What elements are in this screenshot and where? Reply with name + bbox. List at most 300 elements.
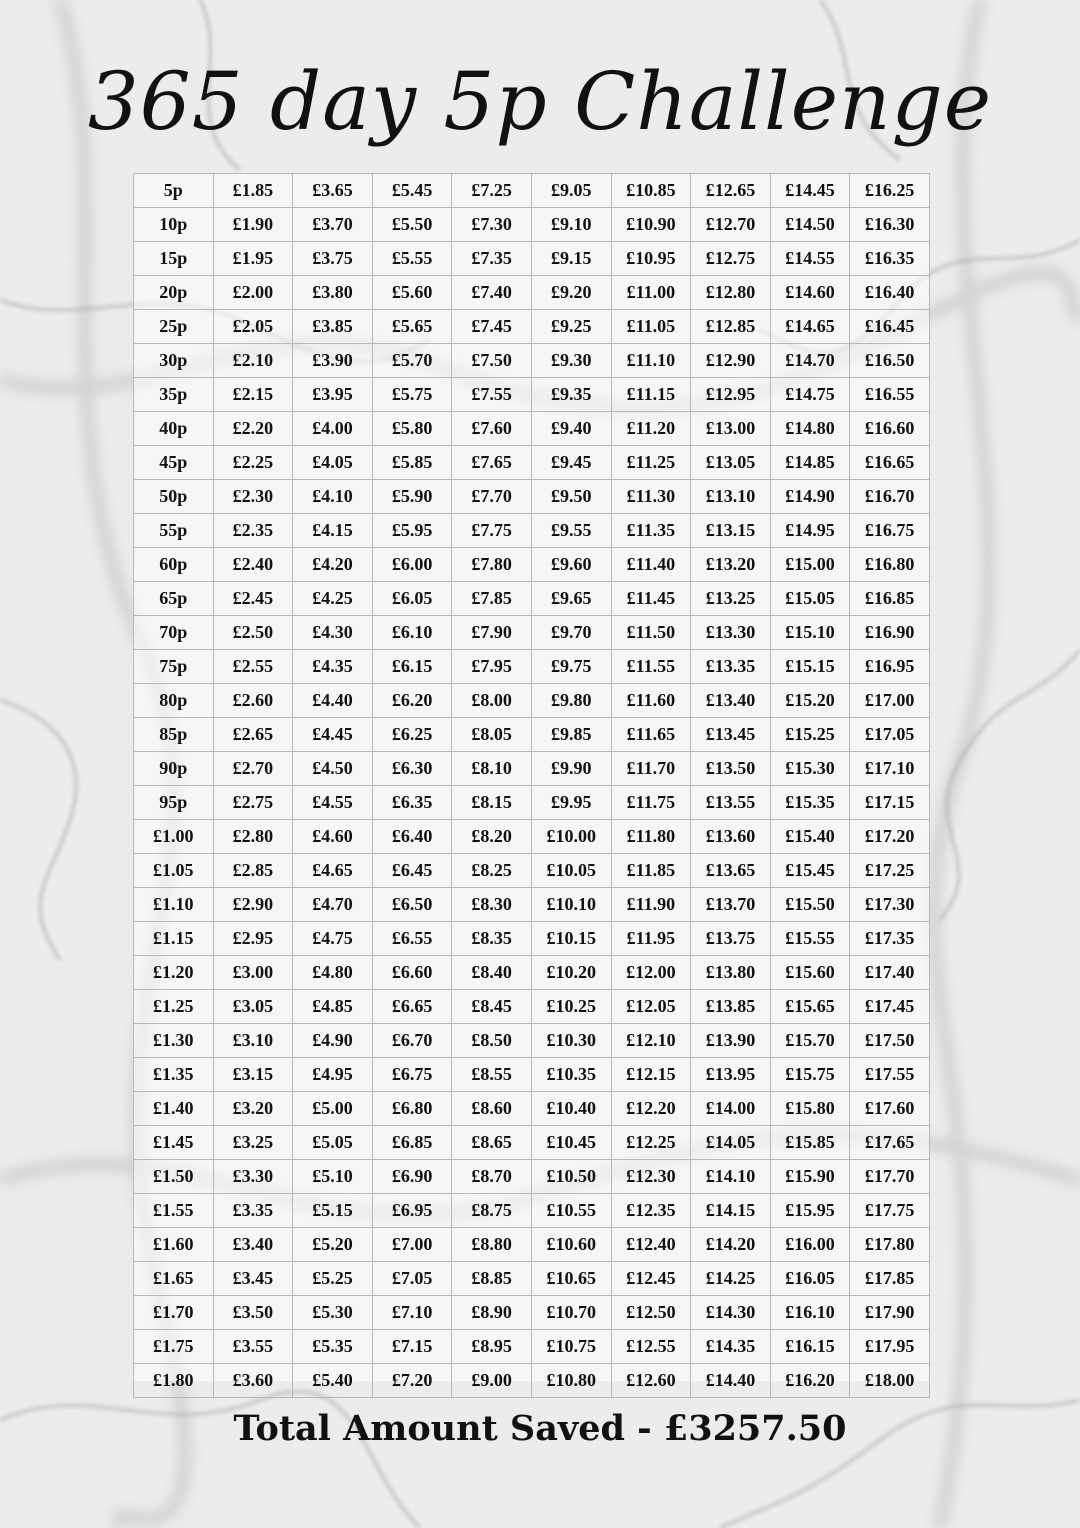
amount-cell: £8.25 (452, 854, 532, 888)
amount-cell: £16.50 (850, 344, 930, 378)
amount-cell: £15.25 (770, 718, 850, 752)
amount-cell: £13.20 (691, 548, 771, 582)
amount-cell: £1.85 (213, 174, 293, 208)
page-title: 365 day 5p Challenge (87, 55, 993, 148)
table-row (134, 412, 930, 446)
amount-cell: £7.15 (372, 1330, 452, 1364)
amount-cell: £12.35 (611, 1194, 691, 1228)
amount-cell: £8.35 (452, 922, 532, 956)
amount-cell: £5.35 (293, 1330, 373, 1364)
amount-cell: £13.10 (691, 480, 771, 514)
amount-cell: £11.95 (611, 922, 691, 956)
amount-cell: £13.85 (691, 990, 771, 1024)
amount-cell: £11.20 (611, 412, 691, 446)
amount-cell: £13.70 (691, 888, 771, 922)
amount-cell: £10.05 (531, 854, 611, 888)
amount-cell: £2.00 (213, 276, 293, 310)
amount-cell: £9.55 (531, 514, 611, 548)
amount-cell: £17.60 (850, 1092, 930, 1126)
table-row (134, 820, 930, 854)
amount-cell: £15.35 (770, 786, 850, 820)
amount-cell: £9.60 (531, 548, 611, 582)
amount-cell: £15.90 (770, 1160, 850, 1194)
amount-cell: £13.55 (691, 786, 771, 820)
amount-cell: 25p (134, 310, 214, 344)
amount-cell: £17.90 (850, 1296, 930, 1330)
amount-cell: £5.00 (293, 1092, 373, 1126)
amount-cell: £1.90 (213, 208, 293, 242)
amount-cell: £12.50 (611, 1296, 691, 1330)
amount-cell: £4.15 (293, 514, 373, 548)
amount-cell: £1.15 (134, 922, 214, 956)
amount-cell: £4.30 (293, 616, 373, 650)
amount-cell: £11.05 (611, 310, 691, 344)
table-row (134, 276, 930, 310)
amount-cell: £5.40 (293, 1364, 373, 1398)
amount-cell: £12.20 (611, 1092, 691, 1126)
amount-cell: £15.15 (770, 650, 850, 684)
amount-cell: £5.45 (372, 174, 452, 208)
amount-cell: £14.35 (691, 1330, 771, 1364)
amount-cell: £8.80 (452, 1228, 532, 1262)
amount-cell: £6.00 (372, 548, 452, 582)
amount-cell: £4.45 (293, 718, 373, 752)
amount-cell: 60p (134, 548, 214, 582)
table-row (134, 480, 930, 514)
amount-cell: £3.25 (213, 1126, 293, 1160)
amount-cell: £4.25 (293, 582, 373, 616)
amount-cell: £16.90 (850, 616, 930, 650)
amount-cell: £7.25 (452, 174, 532, 208)
amount-cell: £6.90 (372, 1160, 452, 1194)
amount-cell: £2.55 (213, 650, 293, 684)
table-row (134, 752, 930, 786)
amount-cell: £5.30 (293, 1296, 373, 1330)
amount-cell: £14.15 (691, 1194, 771, 1228)
amount-cell: £17.10 (850, 752, 930, 786)
table-row (134, 378, 930, 412)
amount-cell: 95p (134, 786, 214, 820)
amount-cell: £6.50 (372, 888, 452, 922)
amount-cell: £7.95 (452, 650, 532, 684)
amount-cell: £12.15 (611, 1058, 691, 1092)
amount-cell: £9.20 (531, 276, 611, 310)
amount-cell: £4.70 (293, 888, 373, 922)
amount-cell: £14.40 (691, 1364, 771, 1398)
amount-cell: £9.95 (531, 786, 611, 820)
amount-cell: 15p (134, 242, 214, 276)
amount-cell: £4.80 (293, 956, 373, 990)
amount-cell: £3.80 (293, 276, 373, 310)
amount-cell: £5.15 (293, 1194, 373, 1228)
table-row (134, 1228, 930, 1262)
amount-cell: £9.50 (531, 480, 611, 514)
amount-cell: £17.80 (850, 1228, 930, 1262)
amount-cell: £1.60 (134, 1228, 214, 1262)
amount-cell: £8.75 (452, 1194, 532, 1228)
amount-cell: £8.55 (452, 1058, 532, 1092)
amount-cell: £17.75 (850, 1194, 930, 1228)
amount-cell: £17.65 (850, 1126, 930, 1160)
amount-cell: £11.90 (611, 888, 691, 922)
amount-cell: £16.95 (850, 650, 930, 684)
amount-cell: £3.35 (213, 1194, 293, 1228)
amount-cell: £8.95 (452, 1330, 532, 1364)
amount-cell: £9.40 (531, 412, 611, 446)
table-row (134, 310, 930, 344)
amount-cell: 35p (134, 378, 214, 412)
amount-cell: £7.20 (372, 1364, 452, 1398)
amount-cell: 50p (134, 480, 214, 514)
amount-cell: £6.85 (372, 1126, 452, 1160)
amount-cell: £6.45 (372, 854, 452, 888)
amount-cell: £12.70 (691, 208, 771, 242)
amount-cell: £12.00 (611, 956, 691, 990)
amount-cell: £8.70 (452, 1160, 532, 1194)
amount-cell: £10.75 (531, 1330, 611, 1364)
amount-cell: £9.75 (531, 650, 611, 684)
amount-cell: £4.85 (293, 990, 373, 1024)
amount-cell: £2.20 (213, 412, 293, 446)
amount-cell: £7.55 (452, 378, 532, 412)
amount-cell: £17.45 (850, 990, 930, 1024)
table-row (134, 582, 930, 616)
amount-cell: £10.15 (531, 922, 611, 956)
amount-cell: £16.00 (770, 1228, 850, 1262)
amount-cell: £17.30 (850, 888, 930, 922)
amount-cell: £14.60 (770, 276, 850, 310)
amount-cell: £6.60 (372, 956, 452, 990)
amount-cell: £4.40 (293, 684, 373, 718)
amount-cell: £4.60 (293, 820, 373, 854)
amount-cell: £4.90 (293, 1024, 373, 1058)
amount-cell: £15.55 (770, 922, 850, 956)
amount-cell: £16.75 (850, 514, 930, 548)
amount-cell: £7.70 (452, 480, 532, 514)
table-row (134, 616, 930, 650)
amount-cell: £1.25 (134, 990, 214, 1024)
amount-cell: £1.00 (134, 820, 214, 854)
amount-cell: £17.05 (850, 718, 930, 752)
amount-cell: £11.25 (611, 446, 691, 480)
amount-cell: £8.20 (452, 820, 532, 854)
amount-cell: £5.05 (293, 1126, 373, 1160)
amount-cell: £3.75 (293, 242, 373, 276)
amount-cell: £7.75 (452, 514, 532, 548)
amount-cell: £15.40 (770, 820, 850, 854)
amount-cell: £8.10 (452, 752, 532, 786)
amount-cell: £6.80 (372, 1092, 452, 1126)
amount-cell: £12.60 (611, 1364, 691, 1398)
table-row (134, 1364, 930, 1398)
amount-cell: 75p (134, 650, 214, 684)
amount-cell: £4.10 (293, 480, 373, 514)
amount-cell: £14.50 (770, 208, 850, 242)
amount-cell: £7.85 (452, 582, 532, 616)
amount-cell: £11.85 (611, 854, 691, 888)
amount-cell: £13.40 (691, 684, 771, 718)
amount-cell: £6.10 (372, 616, 452, 650)
amount-cell: £12.25 (611, 1126, 691, 1160)
amount-cell: £10.30 (531, 1024, 611, 1058)
amount-cell: £3.40 (213, 1228, 293, 1262)
table-row (134, 786, 930, 820)
amount-cell: £10.25 (531, 990, 611, 1024)
amount-cell: £4.65 (293, 854, 373, 888)
amount-cell: £3.20 (213, 1092, 293, 1126)
amount-cell: £16.85 (850, 582, 930, 616)
amount-cell: £5.60 (372, 276, 452, 310)
amount-cell: £5.25 (293, 1262, 373, 1296)
amount-cell: £8.50 (452, 1024, 532, 1058)
amount-cell: £12.80 (691, 276, 771, 310)
amount-cell: £15.05 (770, 582, 850, 616)
amount-cell: £2.60 (213, 684, 293, 718)
amount-cell: £2.95 (213, 922, 293, 956)
amount-cell: £1.55 (134, 1194, 214, 1228)
amount-cell: £1.40 (134, 1092, 214, 1126)
amount-cell: £1.65 (134, 1262, 214, 1296)
table-row (134, 242, 930, 276)
table-row (134, 650, 930, 684)
amount-cell: £12.45 (611, 1262, 691, 1296)
amount-cell: £7.30 (452, 208, 532, 242)
table-row (134, 1160, 930, 1194)
amount-cell: £15.70 (770, 1024, 850, 1058)
amount-cell: £7.50 (452, 344, 532, 378)
amount-cell: £8.00 (452, 684, 532, 718)
total-amount-saved: Total Amount Saved - £3257.50 (233, 1408, 847, 1449)
amount-cell: 45p (134, 446, 214, 480)
amount-cell: £9.25 (531, 310, 611, 344)
table-row (134, 446, 930, 480)
table-row (134, 208, 930, 242)
table-row (134, 1330, 930, 1364)
amount-cell: £12.30 (611, 1160, 691, 1194)
amount-cell: £3.15 (213, 1058, 293, 1092)
amount-cell: £6.95 (372, 1194, 452, 1228)
amount-cell: £10.65 (531, 1262, 611, 1296)
amount-cell: £16.70 (850, 480, 930, 514)
amount-cell: 5p (134, 174, 214, 208)
amount-cell: £12.40 (611, 1228, 691, 1262)
amount-cell: £17.00 (850, 684, 930, 718)
amount-cell: £10.40 (531, 1092, 611, 1126)
table-row (134, 1194, 930, 1228)
amount-cell: £1.35 (134, 1058, 214, 1092)
amount-cell: £16.45 (850, 310, 930, 344)
amount-cell: £5.10 (293, 1160, 373, 1194)
amount-cell: £15.75 (770, 1058, 850, 1092)
amount-cell: £2.15 (213, 378, 293, 412)
table-row (134, 888, 930, 922)
amount-cell: £16.30 (850, 208, 930, 242)
amount-cell: £13.45 (691, 718, 771, 752)
amount-cell: £16.10 (770, 1296, 850, 1330)
amount-cell: £4.50 (293, 752, 373, 786)
amount-cell: £15.30 (770, 752, 850, 786)
amount-cell: £2.35 (213, 514, 293, 548)
amount-cell: £1.20 (134, 956, 214, 990)
table-row (134, 854, 930, 888)
amount-cell: £14.45 (770, 174, 850, 208)
amount-cell: £9.05 (531, 174, 611, 208)
amount-cell: 65p (134, 582, 214, 616)
amount-cell: £13.15 (691, 514, 771, 548)
amount-cell: £6.25 (372, 718, 452, 752)
amount-cell: £7.40 (452, 276, 532, 310)
amount-cell: 30p (134, 344, 214, 378)
amount-cell: £6.35 (372, 786, 452, 820)
amount-cell: £6.55 (372, 922, 452, 956)
amount-cell: £4.05 (293, 446, 373, 480)
table-row (134, 1092, 930, 1126)
amount-cell: £15.50 (770, 888, 850, 922)
amount-cell: £13.80 (691, 956, 771, 990)
amount-cell: £8.85 (452, 1262, 532, 1296)
table-row (134, 1296, 930, 1330)
amount-cell: £2.30 (213, 480, 293, 514)
table-row (134, 718, 930, 752)
amount-cell: £5.75 (372, 378, 452, 412)
amount-cell: £5.65 (372, 310, 452, 344)
amount-cell: £10.50 (531, 1160, 611, 1194)
amount-cell: £18.00 (850, 1364, 930, 1398)
amount-cell: £3.90 (293, 344, 373, 378)
amount-cell: £13.35 (691, 650, 771, 684)
amount-cell: £8.45 (452, 990, 532, 1024)
amount-cell: £14.00 (691, 1092, 771, 1126)
amount-cell: £1.45 (134, 1126, 214, 1160)
amount-cell: £4.35 (293, 650, 373, 684)
savings-table (133, 173, 930, 1398)
amount-cell: £16.25 (850, 174, 930, 208)
amount-cell: £9.80 (531, 684, 611, 718)
amount-cell: £9.70 (531, 616, 611, 650)
amount-cell: £3.60 (213, 1364, 293, 1398)
amount-cell: £17.70 (850, 1160, 930, 1194)
amount-cell: £17.50 (850, 1024, 930, 1058)
amount-cell: £14.90 (770, 480, 850, 514)
amount-cell: £8.90 (452, 1296, 532, 1330)
amount-cell: £14.20 (691, 1228, 771, 1262)
amount-cell: £2.45 (213, 582, 293, 616)
amount-cell: £8.65 (452, 1126, 532, 1160)
amount-cell: £11.50 (611, 616, 691, 650)
amount-cell: £11.40 (611, 548, 691, 582)
amount-cell: £16.80 (850, 548, 930, 582)
table-row (134, 1262, 930, 1296)
amount-cell: £2.90 (213, 888, 293, 922)
amount-cell: £13.00 (691, 412, 771, 446)
amount-cell: £16.05 (770, 1262, 850, 1296)
amount-cell: £3.55 (213, 1330, 293, 1364)
amount-cell: £5.95 (372, 514, 452, 548)
amount-cell: £10.10 (531, 888, 611, 922)
amount-cell: £1.95 (213, 242, 293, 276)
amount-cell: £11.55 (611, 650, 691, 684)
amount-cell: 70p (134, 616, 214, 650)
amount-cell: £16.15 (770, 1330, 850, 1364)
amount-cell: £7.90 (452, 616, 532, 650)
amount-cell: £9.10 (531, 208, 611, 242)
amount-cell: £7.05 (372, 1262, 452, 1296)
amount-cell: £9.45 (531, 446, 611, 480)
amount-cell: £13.60 (691, 820, 771, 854)
table-row (134, 344, 930, 378)
table-row (134, 1024, 930, 1058)
amount-cell: £6.15 (372, 650, 452, 684)
amount-cell: £16.55 (850, 378, 930, 412)
amount-cell: £15.00 (770, 548, 850, 582)
amount-cell: £15.45 (770, 854, 850, 888)
amount-cell: £12.55 (611, 1330, 691, 1364)
amount-cell: £15.20 (770, 684, 850, 718)
amount-cell: £14.75 (770, 378, 850, 412)
amount-cell: £7.65 (452, 446, 532, 480)
amount-cell: £9.90 (531, 752, 611, 786)
amount-cell: £8.15 (452, 786, 532, 820)
amount-cell: £8.30 (452, 888, 532, 922)
amount-cell: £17.85 (850, 1262, 930, 1296)
amount-cell: £2.05 (213, 310, 293, 344)
table-row (134, 956, 930, 990)
amount-cell: £14.80 (770, 412, 850, 446)
amount-cell: £11.00 (611, 276, 691, 310)
amount-cell: £3.45 (213, 1262, 293, 1296)
amount-cell: £7.45 (452, 310, 532, 344)
amount-cell: £16.60 (850, 412, 930, 446)
amount-cell: £9.15 (531, 242, 611, 276)
amount-cell: £11.35 (611, 514, 691, 548)
amount-cell: £9.85 (531, 718, 611, 752)
amount-cell: £16.40 (850, 276, 930, 310)
amount-cell: £13.30 (691, 616, 771, 650)
amount-cell: £15.65 (770, 990, 850, 1024)
amount-cell: £4.20 (293, 548, 373, 582)
amount-cell: £14.55 (770, 242, 850, 276)
amount-cell: £12.05 (611, 990, 691, 1024)
amount-cell: £15.60 (770, 956, 850, 990)
amount-cell: £1.10 (134, 888, 214, 922)
amount-cell: £1.80 (134, 1364, 214, 1398)
amount-cell: £17.35 (850, 922, 930, 956)
amount-cell: £17.95 (850, 1330, 930, 1364)
amount-cell: £7.10 (372, 1296, 452, 1330)
amount-cell: £12.95 (691, 378, 771, 412)
amount-cell: £14.10 (691, 1160, 771, 1194)
amount-cell: £16.65 (850, 446, 930, 480)
amount-cell: £5.85 (372, 446, 452, 480)
amount-cell: £10.80 (531, 1364, 611, 1398)
amount-cell: 40p (134, 412, 214, 446)
amount-cell: £13.65 (691, 854, 771, 888)
amount-cell: £3.10 (213, 1024, 293, 1058)
amount-cell: £17.40 (850, 956, 930, 990)
amount-cell: £17.55 (850, 1058, 930, 1092)
amount-cell: £9.65 (531, 582, 611, 616)
amount-cell: £17.20 (850, 820, 930, 854)
amount-cell: £10.85 (611, 174, 691, 208)
amount-cell: £4.55 (293, 786, 373, 820)
amount-cell: £7.35 (452, 242, 532, 276)
amount-cell: 80p (134, 684, 214, 718)
amount-cell: £12.65 (691, 174, 771, 208)
amount-cell: £3.85 (293, 310, 373, 344)
amount-cell: £10.20 (531, 956, 611, 990)
amount-cell: £13.25 (691, 582, 771, 616)
amount-cell: £16.35 (850, 242, 930, 276)
